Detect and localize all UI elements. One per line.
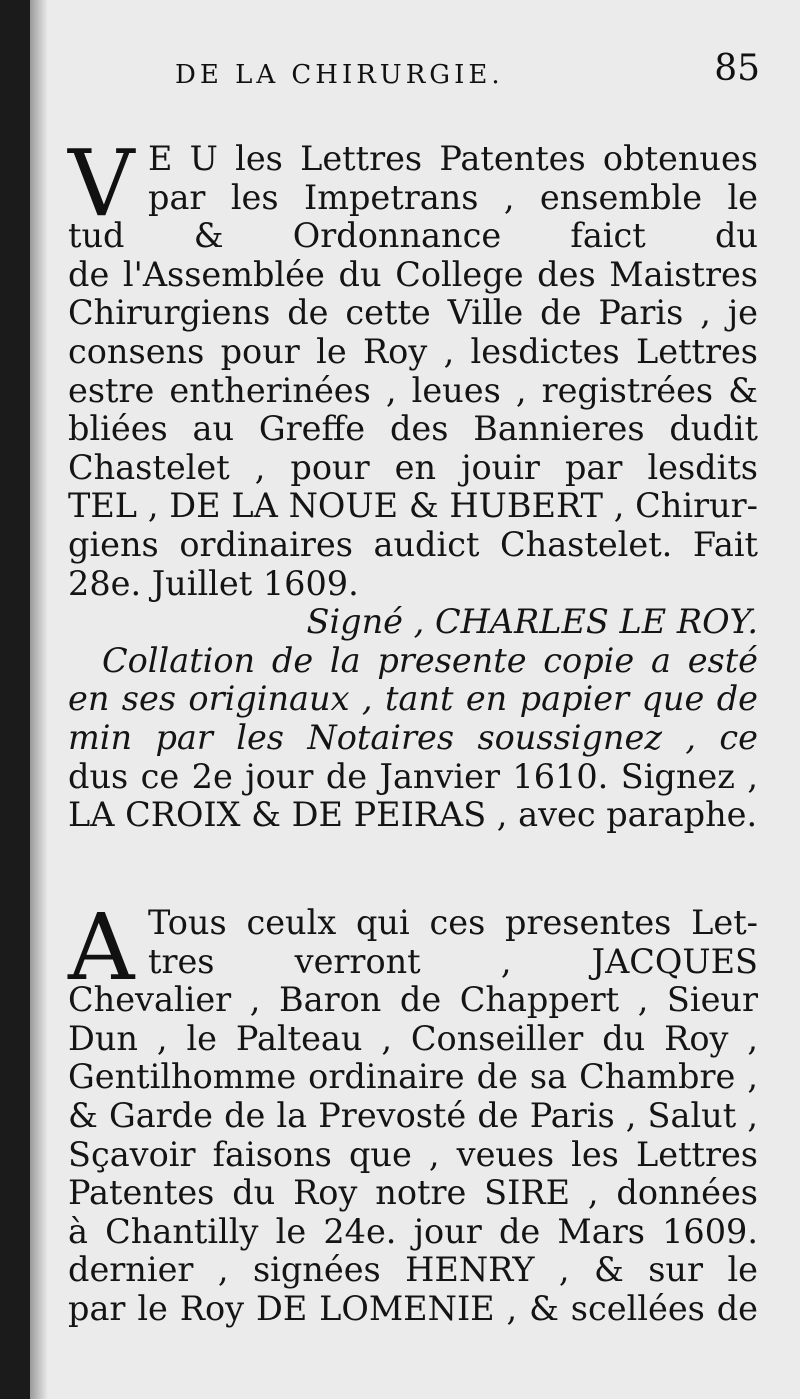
text-line: de l'Assemblée du College des Maistres [68,255,758,294]
text-line: dernier , signées HENRY , & sur le [68,1251,758,1290]
text-line: Collation de la presente copie a esté [102,641,758,680]
text-line: tres verront , JACQUES [148,942,758,981]
running-title: DE LA CHIRURGIE. [175,60,504,90]
text-line: consens pour le Roy , lesdictes Lettres [68,332,758,371]
text-line: Chevalier , Baron de Chappert , Sieur [68,981,758,1020]
text-line: giens ordinaires audict Chastelet. Fait [68,525,758,564]
text-line: Patentes du Roy notre SIRE , données [68,1174,758,1213]
book-page [30,0,800,1399]
text-line: 28e. Juillet 1609. [68,564,359,603]
text-line: dus ce 2e jour de Janvier 1610. Signez , [68,757,758,796]
text-line: Chirurgiens de cette Ville de Paris , je [68,294,758,333]
signature-line: Signé , CHARLES LE ROY. [306,603,758,642]
text-line: E U les Lettres Patentes obtenues [148,140,758,178]
text-block-attestation [68,130,758,835]
text-block-letters [68,894,758,1329]
page-header [175,48,760,98]
text-line: par les Impetrans , ensemble le [148,178,758,217]
text-line: Chastelet , pour en jouir par lesdits [68,448,758,487]
text-line: Tous ceulx qui ces presentes Let- [148,904,758,942]
text-line: & Garde de la Prevosté de Paris , Salut , [68,1096,758,1135]
text-line: TEL , DE LA NOUE & HUBERT , Chirur- [68,487,758,526]
text-line: tud & Ordonnance faict du [68,217,758,256]
text-line: min par les Notaires soussignez , ce [68,718,758,757]
text-line: par le Roy DE LOMENIE , & scellées de [68,1289,758,1328]
text-line: bliées au Greffe des Bannieres dudit [68,410,758,449]
text-line: LA CROIX & DE PEIRAS , avec paraphe. [68,796,758,835]
drop-cap: A [68,894,135,1001]
text-line: Gentilhomme ordinaire de sa Chambre , [68,1058,758,1097]
text-line: en ses originaux , tant en papier que de [68,680,758,719]
text-line: à Chantilly le 24e. jour de Mars 1609. [68,1212,758,1251]
page-number: 85 [714,48,760,89]
drop-cap: V [68,130,135,237]
text-line: Sçavoir faisons que , veues les Lettres [68,1135,758,1174]
text-line: Dun , le Palteau , Conseiller du Roy , [68,1019,758,1058]
text-line: estre entherinées , leues , registrées & [68,371,758,410]
